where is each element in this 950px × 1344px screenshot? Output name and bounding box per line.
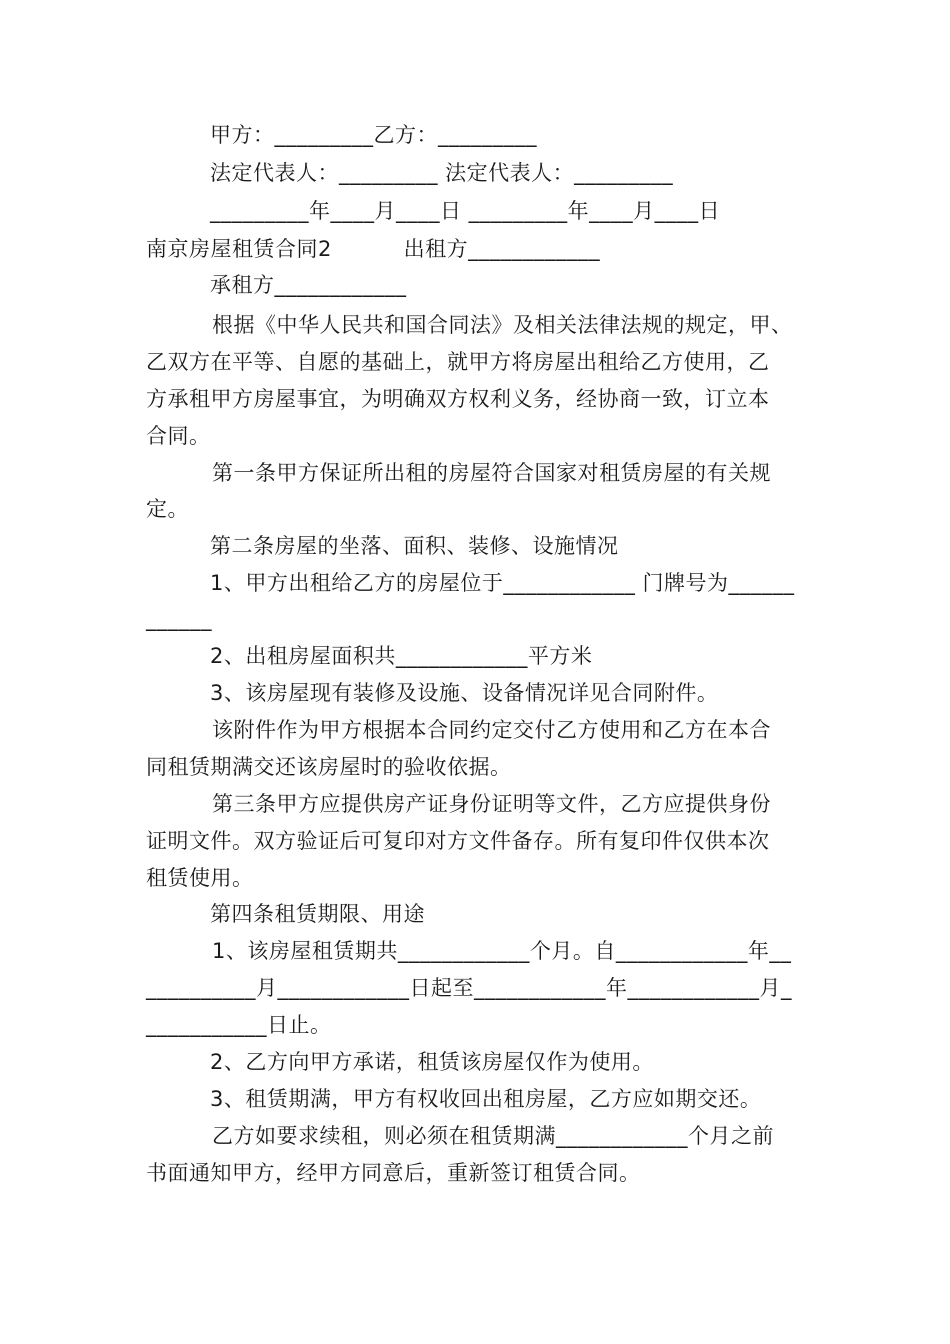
- text-line: 同租赁期满交还该房屋时的验收依据。: [146, 755, 512, 779]
- article-two-heading: [0, 531, 950, 561]
- paragraph-line: [0, 421, 950, 451]
- text-line: 书面通知甲方，经甲方同意后，重新签订租赁合同。: [146, 1161, 641, 1185]
- paragraph-line: [0, 310, 950, 340]
- clause-line: [0, 936, 950, 966]
- clause-line: [0, 604, 950, 634]
- article-three-line: [0, 789, 950, 819]
- clause-line: [0, 1084, 950, 1114]
- paragraph-line: [0, 1121, 950, 1151]
- article-four-heading: [0, 899, 950, 929]
- text-line: 第四条租赁期限、用途: [210, 902, 425, 926]
- text-line: 定。: [146, 497, 189, 521]
- text-line: 第一条甲方保证所出租的房屋符合国家对租赁房屋的有关规: [212, 461, 771, 485]
- text-line: 法定代表人：_________ 法定代表人：_________: [210, 161, 674, 185]
- paragraph-line: [0, 1158, 950, 1188]
- text-line: 1、甲方出租给乙方的房屋位于____________ 门牌号为______: [210, 571, 795, 595]
- contract-title-lessor-line: [0, 234, 950, 264]
- text-line: _________年____月____日 _________年____月____日: [210, 199, 721, 223]
- text-line: 乙双方在平等、自愿的基础上，就甲方将房屋出租给乙方使用，乙: [146, 350, 770, 374]
- text-line: 2、乙方向甲方承诺，租赁该房屋仅作为使用。: [210, 1050, 654, 1074]
- text-line: 南京房屋租赁合同2 出租方____________: [146, 237, 601, 261]
- paragraph-line: [0, 863, 950, 893]
- text-line: 该附件作为甲方根据本合同约定交付乙方使用和乙方在本合: [212, 718, 771, 742]
- legal-representative-line: [0, 158, 950, 188]
- text-line: 3、租赁期满，甲方有权收回出租房屋，乙方应如期交还。: [210, 1087, 762, 1111]
- paragraph-line: [0, 715, 950, 745]
- text-line: 第二条房屋的坐落、面积、装修、设施情况: [210, 534, 619, 558]
- clause-line: [0, 641, 950, 671]
- text-line: __________月____________日起至____________年____________月_: [146, 976, 792, 1000]
- text-line: 1、该房屋租赁期共____________个月。自____________年__: [212, 939, 792, 963]
- clause-line: [0, 1047, 950, 1077]
- paragraph-line: [0, 384, 950, 414]
- text-line: ___________日止。: [146, 1013, 332, 1037]
- article-one-line: [0, 458, 950, 488]
- paragraph-line: [0, 347, 950, 377]
- text-line: 第三条甲方应提供房产证身份证明等文件，乙方应提供身份: [212, 792, 771, 816]
- text-line: 3、该房屋现有装修及设施、设备情况详见合同附件。: [210, 681, 719, 705]
- text-line: ______: [146, 607, 212, 631]
- lessee-line: [0, 270, 950, 300]
- text-line: 乙方如要求续租，则必须在租赁期满____________个月之前: [212, 1124, 774, 1148]
- paragraph-line: [0, 494, 950, 524]
- text-line: 承租方____________: [210, 273, 407, 297]
- paragraph-line: [0, 826, 950, 856]
- clause-line: [0, 568, 950, 598]
- text-line: 根据《中华人民共和国合同法》及相关法律法规的规定，甲、: [212, 313, 793, 337]
- clause-line: [0, 973, 950, 1003]
- text-line: 合同。: [146, 424, 211, 448]
- text-line: 方承租甲方房屋事宜，为明确双方权利义务，经协商一致，订立本: [146, 387, 770, 411]
- signature-date-line: [0, 196, 950, 226]
- text-line: 证明文件。双方验证后可复印对方文件备存。所有复印件仅供本次: [146, 829, 770, 853]
- text-line: 甲方：_________乙方：_________: [210, 123, 537, 147]
- text-line: 2、出租房屋面积共____________平方米: [210, 644, 593, 668]
- signature-party-line: [0, 120, 950, 150]
- clause-line: [0, 1010, 950, 1040]
- paragraph-line: [0, 752, 950, 782]
- clause-line: [0, 678, 950, 708]
- text-line: 租赁使用。: [146, 866, 254, 890]
